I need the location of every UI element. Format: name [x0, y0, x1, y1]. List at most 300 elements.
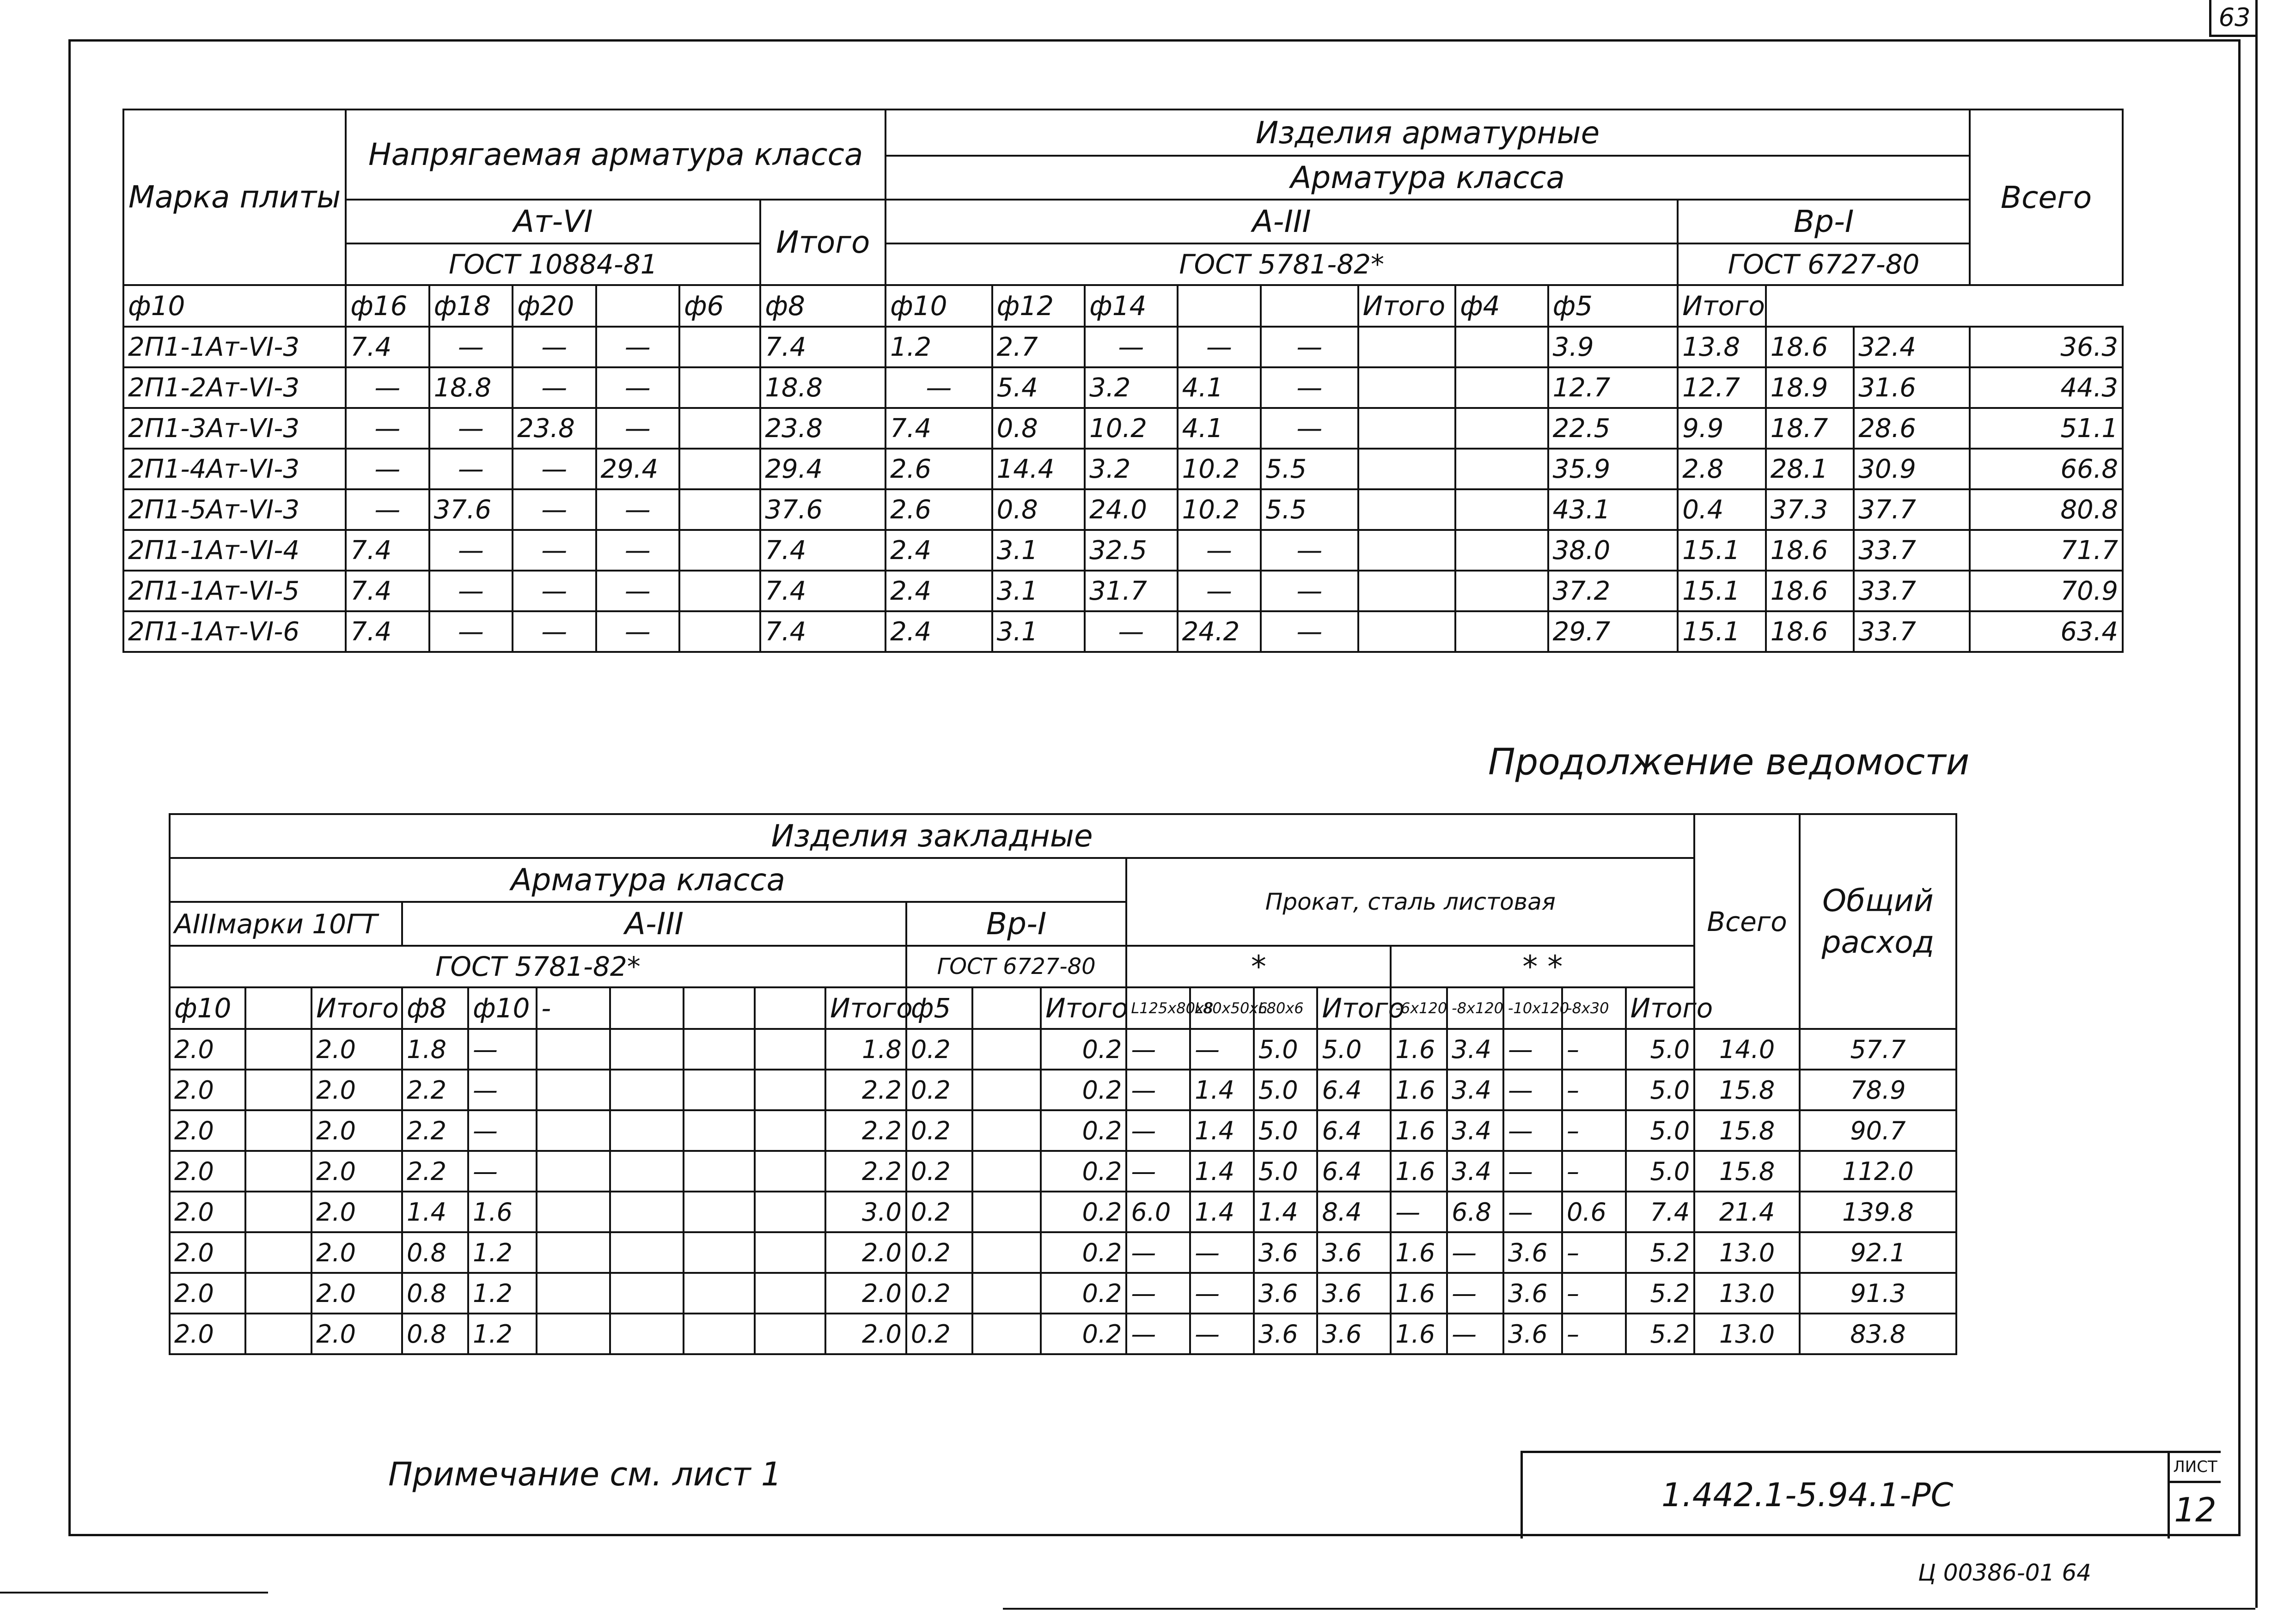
table-cell: 5.4 — [992, 367, 1085, 408]
header-at-class: Ат-VI — [346, 200, 760, 243]
table-cell: 0.8 — [402, 1314, 468, 1354]
table-cell: — — [346, 489, 429, 530]
table-cell: 38.0 — [1548, 530, 1678, 571]
embedded-parts-table — [169, 813, 1957, 1355]
diameter-header-a3 — [1261, 285, 1358, 327]
table-cell — [679, 611, 760, 652]
table-cell: 37.6 — [429, 489, 513, 530]
header-napryag: Напрягаемая арматура класса — [346, 109, 885, 200]
table-cell: — — [513, 530, 596, 571]
table-cell: 7.4 — [760, 327, 885, 367]
table-cell — [1358, 489, 1456, 530]
table-cell: 0.2 — [1041, 1232, 1126, 1273]
diameter-header-at: ф18 — [429, 285, 513, 327]
table-cell: 2.0 — [311, 1192, 402, 1232]
table-cell: — — [429, 611, 513, 652]
table-cell: 1.8 — [402, 1029, 468, 1070]
table-cell: 0.2 — [1041, 1192, 1126, 1232]
table-cell: 3.1 — [992, 571, 1085, 611]
table-cell: 3.6 — [1317, 1232, 1391, 1273]
table-cell: 66.8 — [1970, 449, 2123, 489]
title-block — [1520, 1451, 2221, 1539]
table-cell — [679, 327, 760, 367]
table-cell: 2.2 — [402, 1070, 468, 1110]
diameter-header-at: ф20 — [513, 285, 596, 327]
table-cell: 15.1 — [1678, 530, 1765, 571]
table-cell: 0.2 — [906, 1273, 972, 1314]
table-cell: 0.2 — [906, 1232, 972, 1273]
outer-border-right — [2255, 0, 2258, 1608]
table-cell: 0.2 — [1041, 1110, 1126, 1151]
table-cell: 15.8 — [1694, 1151, 1800, 1192]
table-cell: — — [346, 367, 429, 408]
table-cell: 0.8 — [992, 489, 1085, 530]
table-cell: 1.2 — [468, 1273, 537, 1314]
column-header: ф10 — [170, 987, 245, 1029]
table-cell: 15.8 — [1694, 1110, 1800, 1151]
table-cell: 1.4 — [1254, 1192, 1318, 1232]
column-header: L125x80x8 — [1126, 987, 1190, 1029]
table-cell — [755, 1192, 826, 1232]
table-cell: 4.1 — [1178, 367, 1261, 408]
table-cell — [972, 1029, 1041, 1070]
table-cell — [245, 1314, 311, 1354]
header-aiii-marki: АIIIмарки 10ГТ — [170, 902, 402, 946]
table-cell: 3.6 — [1317, 1314, 1391, 1354]
table-cell: 3.6 — [1503, 1273, 1562, 1314]
table-cell: – — [1562, 1314, 1626, 1354]
column-header — [245, 987, 311, 1029]
table-cell: — — [429, 571, 513, 611]
table-cell: — — [1447, 1232, 1503, 1273]
table-cell: 1.4 — [402, 1192, 468, 1232]
table-cell — [610, 1232, 684, 1273]
table-cell — [1358, 449, 1456, 489]
table-cell: 0.2 — [906, 1110, 972, 1151]
table-row — [123, 327, 2123, 367]
table-cell — [245, 1273, 311, 1314]
table-cell: 12.7 — [1548, 367, 1678, 408]
column-header: L80x6 — [1254, 987, 1318, 1029]
table-cell: 2.0 — [825, 1273, 906, 1314]
table-cell: 3.4 — [1447, 1070, 1503, 1110]
table-cell: 22.5 — [1548, 408, 1678, 449]
table-cell: 92.1 — [1800, 1232, 1956, 1273]
header-prokat: Прокат, сталь листовая — [1126, 858, 1694, 946]
table-cell: — — [513, 489, 596, 530]
table-cell: — — [596, 408, 679, 449]
table-cell: 3.9 — [1548, 327, 1678, 367]
table-cell: 3.6 — [1503, 1232, 1562, 1273]
diameter-header-a3: ф12 — [992, 285, 1085, 327]
table-cell: 7.4 — [346, 327, 429, 367]
table-cell: 0.2 — [1041, 1070, 1126, 1110]
column-header: Итого — [1626, 987, 1695, 1029]
table-cell: 21.4 — [1694, 1192, 1800, 1232]
table-cell — [972, 1232, 1041, 1273]
table-cell — [245, 1029, 311, 1070]
table-cell: 18.8 — [760, 367, 885, 408]
table-cell: 31.7 — [1085, 571, 1177, 611]
table-cell: 3.4 — [1447, 1151, 1503, 1192]
table-row — [170, 1110, 1956, 1151]
table-cell: 1.6 — [1391, 1070, 1447, 1110]
table-cell: — — [468, 1070, 537, 1110]
table-cell: — — [1126, 1314, 1190, 1354]
table-cell: – — [1562, 1151, 1626, 1192]
table-cell — [755, 1029, 826, 1070]
plate-mark: 2П1-5Ат-VI-3 — [123, 489, 346, 530]
table-cell: – — [1562, 1070, 1626, 1110]
table-cell — [972, 1151, 1041, 1192]
table-cell: 2.2 — [825, 1110, 906, 1151]
table-cell: 2.0 — [311, 1029, 402, 1070]
header-star-double: * * — [1391, 946, 1694, 987]
table-cell: — — [1126, 1029, 1190, 1070]
table-cell — [610, 1110, 684, 1151]
table-cell — [537, 1273, 610, 1314]
column-header — [610, 987, 684, 1029]
table-cell — [755, 1314, 826, 1354]
header-vr-class: Вр-I — [1678, 200, 1970, 243]
table-cell: 28.6 — [1854, 408, 1970, 449]
table-cell: 0.2 — [906, 1029, 972, 1070]
table-cell: 2.4 — [885, 571, 992, 611]
table-cell — [972, 1192, 1041, 1232]
column-header: - — [537, 987, 610, 1029]
table-cell: — — [513, 611, 596, 652]
table-row — [170, 1151, 1956, 1192]
table-cell: 6.8 — [1447, 1192, 1503, 1232]
table-cell: — — [1178, 571, 1261, 611]
table-cell: — — [468, 1151, 537, 1192]
table-cell — [537, 1232, 610, 1273]
table-cell: 5.2 — [1626, 1273, 1695, 1314]
table-cell: — — [1261, 611, 1358, 652]
table-cell — [537, 1314, 610, 1354]
diameter-header-vr: ф5 — [1548, 285, 1678, 327]
table-cell: 13.0 — [1694, 1314, 1800, 1354]
table-row — [170, 1273, 1956, 1314]
table-cell — [1358, 611, 1456, 652]
table-cell — [755, 1070, 826, 1110]
table-cell: — — [429, 449, 513, 489]
table-cell: 71.7 — [1970, 530, 2123, 571]
table-cell: 0.2 — [1041, 1314, 1126, 1354]
diameter-header-vr: Итого — [1678, 285, 1765, 327]
diameter-header-a3: ф6 — [679, 285, 760, 327]
table-cell: — — [429, 327, 513, 367]
column-header: -8x120 — [1447, 987, 1503, 1029]
header-a3-class-2: А-III — [402, 902, 906, 946]
table-cell: 2.0 — [311, 1151, 402, 1192]
column-header: ф5 — [906, 987, 972, 1029]
table-row — [170, 1232, 1956, 1273]
table-cell: 3.6 — [1254, 1232, 1318, 1273]
table-cell: 1.4 — [1190, 1151, 1254, 1192]
table-cell: 2.2 — [402, 1110, 468, 1151]
table-cell — [1358, 530, 1456, 571]
table-cell — [537, 1110, 610, 1151]
table-cell: 37.7 — [1854, 489, 1970, 530]
diameter-header-a3 — [1178, 285, 1261, 327]
table-cell: 3.6 — [1503, 1314, 1562, 1354]
table-cell: 2.0 — [311, 1110, 402, 1151]
diameter-header-a3: ф14 — [1085, 285, 1177, 327]
table-cell: 2.2 — [402, 1151, 468, 1192]
table-cell: 1.6 — [1391, 1151, 1447, 1192]
table-cell: 1.6 — [1391, 1273, 1447, 1314]
table-cell: — — [1178, 327, 1261, 367]
table-cell: 7.4 — [760, 571, 885, 611]
table-cell: 70.9 — [1970, 571, 2123, 611]
table-cell: — — [1126, 1232, 1190, 1273]
table-cell: 37.6 — [760, 489, 885, 530]
table-cell: — — [1126, 1273, 1190, 1314]
table-row — [170, 1070, 1956, 1110]
table-cell: 7.4 — [346, 571, 429, 611]
table-cell: — — [513, 367, 596, 408]
table-cell: 5.0 — [1626, 1070, 1695, 1110]
table-cell: 80.8 — [1970, 489, 2123, 530]
table-cell: 7.4 — [346, 611, 429, 652]
table-cell: — — [1261, 327, 1358, 367]
table-row — [123, 449, 2123, 489]
table-cell: 1.4 — [1190, 1070, 1254, 1110]
table-cell: — — [429, 530, 513, 571]
table-cell: 2.8 — [1678, 449, 1765, 489]
table-cell: — — [1126, 1110, 1190, 1151]
table-cell: 24.0 — [1085, 489, 1177, 530]
table-cell: – — [1562, 1110, 1626, 1151]
table-cell: 18.9 — [1766, 367, 1854, 408]
table-cell: 1.6 — [1391, 1314, 1447, 1354]
table-cell: 2.6 — [885, 449, 992, 489]
table-cell: 112.0 — [1800, 1151, 1956, 1192]
table-cell — [537, 1029, 610, 1070]
plate-mark: 2П1-2Ат-VI-3 — [123, 367, 346, 408]
continuation-title: Продолжение ведомости — [1488, 742, 1970, 783]
table-cell: 5.0 — [1254, 1110, 1318, 1151]
table-cell — [679, 367, 760, 408]
table-cell: 0.2 — [1041, 1029, 1126, 1070]
table-cell: 14.4 — [992, 449, 1085, 489]
header-armatura-klassa: Арматура класса — [885, 156, 1970, 200]
table-cell: 0.4 — [1678, 489, 1765, 530]
table-cell: — — [1178, 530, 1261, 571]
column-header: ф10 — [468, 987, 537, 1029]
table-cell: — — [1503, 1110, 1562, 1151]
table-cell: — — [1126, 1151, 1190, 1192]
table-cell — [972, 1070, 1041, 1110]
table-cell — [684, 1029, 755, 1070]
table-cell — [755, 1110, 826, 1151]
table-cell: 0.2 — [906, 1151, 972, 1192]
table-cell: — — [1190, 1232, 1254, 1273]
table-cell — [684, 1151, 755, 1192]
table-cell — [679, 571, 760, 611]
table-cell: 1.2 — [885, 327, 992, 367]
table-cell: 2.0 — [311, 1232, 402, 1273]
table-cell: 5.2 — [1626, 1232, 1695, 1273]
table-cell — [1455, 489, 1548, 530]
table-cell — [684, 1192, 755, 1232]
table-cell — [1455, 327, 1548, 367]
table-cell: 29.4 — [760, 449, 885, 489]
table-cell: 2.4 — [885, 611, 992, 652]
table-cell: 3.1 — [992, 611, 1085, 652]
note-text: Примечание см. лист 1 — [388, 1455, 782, 1493]
sheet-label: ЛИСТ — [2168, 1453, 2221, 1483]
table-cell: 5.5 — [1261, 489, 1358, 530]
table-cell: 15.1 — [1678, 571, 1765, 611]
table-cell: 0.8 — [402, 1232, 468, 1273]
table-cell — [610, 1070, 684, 1110]
header-vsego-2: Всего — [1694, 814, 1800, 1029]
table-cell: 63.4 — [1970, 611, 2123, 652]
table-cell: – — [1562, 1029, 1626, 1070]
bottom-rule-right — [1003, 1608, 2255, 1610]
table-cell — [1455, 449, 1548, 489]
table-cell: — — [1085, 327, 1177, 367]
table-cell — [755, 1232, 826, 1273]
table-cell: – — [1562, 1273, 1626, 1314]
table-cell: 2.2 — [825, 1151, 906, 1192]
table-cell: 51.1 — [1970, 408, 2123, 449]
table-cell: — — [596, 530, 679, 571]
footer-code: Ц 00386-01 64 — [1918, 1559, 2091, 1586]
table-cell: 78.9 — [1800, 1070, 1956, 1110]
column-header: -10x120 — [1503, 987, 1562, 1029]
table-cell: — — [596, 489, 679, 530]
table-cell: — — [513, 449, 596, 489]
header-gost-a3-2: ГОСТ 5781-82* — [170, 946, 906, 987]
table-cell: — — [1503, 1070, 1562, 1110]
table-cell: 18.8 — [429, 367, 513, 408]
table-cell — [755, 1151, 826, 1192]
diameter-header-a3: ф10 — [885, 285, 992, 327]
reinforcement-table — [122, 109, 2124, 653]
table-cell: 37.2 — [1548, 571, 1678, 611]
table-cell: 2.0 — [170, 1273, 245, 1314]
table-cell: 5.0 — [1254, 1151, 1318, 1192]
table-cell: 1.8 — [825, 1029, 906, 1070]
table-cell: 2.0 — [311, 1070, 402, 1110]
table-cell — [1455, 571, 1548, 611]
table-cell: — — [1190, 1273, 1254, 1314]
table-cell: 23.8 — [760, 408, 885, 449]
plate-mark: 2П1-4Ат-VI-3 — [123, 449, 346, 489]
column-header: Итого — [1317, 987, 1391, 1029]
table-cell: 2.6 — [885, 489, 992, 530]
table-cell: 1.4 — [1190, 1110, 1254, 1151]
table-cell: 139.8 — [1800, 1192, 1956, 1232]
table-cell: — — [346, 408, 429, 449]
column-header: Итого — [825, 987, 906, 1029]
table-cell: 44.3 — [1970, 367, 2123, 408]
table-cell: 0.2 — [1041, 1151, 1126, 1192]
table-cell: 31.6 — [1854, 367, 1970, 408]
table-cell: 5.0 — [1626, 1029, 1695, 1070]
table-cell: — — [885, 367, 992, 408]
column-header: Итого — [311, 987, 402, 1029]
table-cell — [1358, 327, 1456, 367]
plate-mark: 2П1-3Ат-VI-3 — [123, 408, 346, 449]
table-cell: 2.0 — [825, 1314, 906, 1354]
table-cell: 0.6 — [1562, 1192, 1626, 1232]
table-cell: 18.7 — [1766, 408, 1854, 449]
table-cell: 28.1 — [1766, 449, 1854, 489]
table-cell — [1455, 367, 1548, 408]
table-cell: 5.0 — [1317, 1029, 1391, 1070]
table-cell: 33.7 — [1854, 571, 1970, 611]
table-cell: 90.7 — [1800, 1110, 1956, 1151]
column-header: Итого — [1041, 987, 1126, 1029]
header-itogo: Итого — [760, 200, 885, 285]
column-header — [684, 987, 755, 1029]
table-cell: 91.3 — [1800, 1273, 1956, 1314]
table-cell — [679, 408, 760, 449]
table-row — [170, 1314, 1956, 1354]
table-cell: 57.7 — [1800, 1029, 1956, 1070]
table-cell — [679, 530, 760, 571]
table-cell: 6.4 — [1317, 1070, 1391, 1110]
table-cell: 1.6 — [1391, 1232, 1447, 1273]
table-cell — [245, 1070, 311, 1110]
table-cell: 2.0 — [170, 1314, 245, 1354]
table-cell — [245, 1192, 311, 1232]
table-cell: — — [1190, 1029, 1254, 1070]
table-cell — [537, 1070, 610, 1110]
table-cell: — — [346, 449, 429, 489]
table-cell: 2.0 — [170, 1070, 245, 1110]
table-cell — [537, 1151, 610, 1192]
table-cell: — — [596, 327, 679, 367]
table-cell: 2.0 — [825, 1232, 906, 1273]
header-gost-vr-2: ГОСТ 6727-80 — [906, 946, 1127, 987]
table-cell: 0.2 — [906, 1070, 972, 1110]
table-cell: 7.4 — [346, 530, 429, 571]
table-cell: 10.2 — [1085, 408, 1177, 449]
plate-mark: 2П1-1Ат-VI-3 — [123, 327, 346, 367]
table-cell: 4.1 — [1178, 408, 1261, 449]
table-cell: — — [596, 611, 679, 652]
table-cell: 2.0 — [170, 1151, 245, 1192]
table-cell: 13.0 — [1694, 1232, 1800, 1273]
table-cell: — — [513, 327, 596, 367]
table-cell: 10.2 — [1178, 489, 1261, 530]
table-cell: 7.4 — [760, 611, 885, 652]
table-cell — [537, 1192, 610, 1232]
table-cell: – — [1562, 1232, 1626, 1273]
table-cell — [972, 1314, 1041, 1354]
diameter-header-at: ф16 — [346, 285, 429, 327]
table-cell: 18.6 — [1766, 530, 1854, 571]
table-cell: — — [1447, 1273, 1503, 1314]
table-cell: 1.2 — [468, 1314, 537, 1354]
diameter-header-a3: Итого — [1358, 285, 1456, 327]
table-cell — [610, 1151, 684, 1192]
table-cell: 30.9 — [1854, 449, 1970, 489]
table-cell — [679, 489, 760, 530]
header-vr-class-2: Вр-I — [906, 902, 1127, 946]
table-cell: 3.4 — [1447, 1110, 1503, 1151]
table-cell: 5.0 — [1626, 1110, 1695, 1151]
header-izdeliya-zaklad: Изделия закладные — [170, 814, 1694, 858]
table-cell: 13.0 — [1694, 1273, 1800, 1314]
table-cell: 29.7 — [1548, 611, 1678, 652]
table-cell: 0.2 — [906, 1314, 972, 1354]
